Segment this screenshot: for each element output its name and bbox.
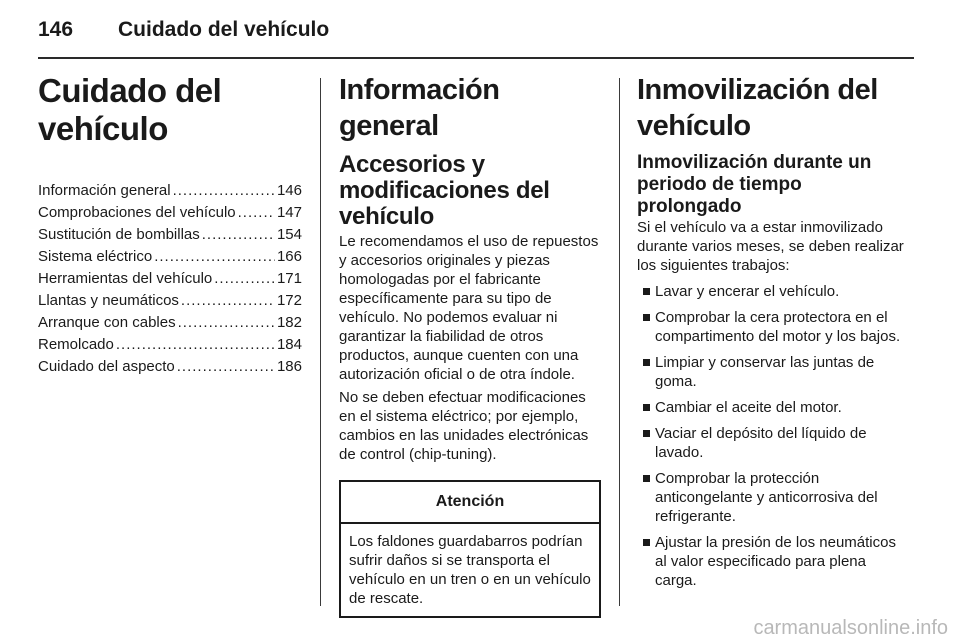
list-item-text: Cambiar el aceite del motor.	[655, 399, 842, 416]
toc-leader	[177, 356, 275, 378]
square-bullet-icon	[643, 475, 650, 482]
table-of-contents	[38, 180, 302, 378]
page-number: 146	[38, 18, 74, 41]
toc-entry[interactable]	[38, 202, 302, 224]
section-title: Cuidado del vehículo	[118, 18, 330, 41]
toc-page: 146	[276, 182, 302, 199]
chapter-title: Cuidado del vehículo	[38, 72, 222, 147]
toc-label: Llantas y neumáticos	[38, 292, 179, 309]
toc-page: 154	[276, 226, 302, 243]
square-bullet-icon	[643, 288, 650, 295]
subsection-heading: Inmovilización durante un periodo de tiempo prolongado	[637, 152, 872, 217]
storage-column	[637, 72, 905, 590]
general-info-column	[339, 72, 602, 618]
toc-leader	[173, 180, 275, 202]
toc-page: 166	[276, 248, 302, 265]
toc-entry[interactable]	[38, 356, 302, 378]
list-item-text: Vaciar el depósito del líquido de lavado.	[655, 425, 867, 461]
toc-label: Cuidado del aspecto	[38, 358, 175, 375]
toc-label: Sustitución de bombillas	[38, 226, 200, 243]
toc-page: 184	[276, 336, 302, 353]
toc-label: Información general	[38, 182, 171, 199]
toc-label: Arranque con cables	[38, 314, 176, 331]
column-divider	[320, 78, 321, 606]
toc-label: Sistema eléctrico	[38, 248, 153, 265]
intro-paragraph: Si el vehículo va a estar inmovilizado durante varios meses, se deben realizar los siguientes trabajos:	[637, 219, 904, 274]
warning-text: Los faldones guardabarros podrían sufrir daños si se transporta el vehículo en un tren o en un vehículo de rescate.	[349, 533, 591, 607]
toc-page: 147	[276, 204, 302, 221]
toc-entry[interactable]	[38, 224, 302, 246]
toc-entry[interactable]	[38, 246, 302, 268]
toc-page: 172	[276, 292, 302, 309]
toc-entry[interactable]	[38, 334, 302, 356]
body-paragraph: Le recomendamos el uso de repuestos y accesorios originales y piezas homologadas por el fabricante específicamente para su tipo de vehículo. No podemos evaluar ni garantizar la fiabilidad de otros productos, aunque cuenten con una autorización oficial o de otra índole.	[339, 233, 599, 383]
toc-entry[interactable]	[38, 268, 302, 290]
toc-page: 171	[276, 270, 302, 287]
task-list	[637, 282, 905, 590]
toc-label: Remolcado	[38, 336, 114, 353]
subsection-heading: Accesorios y modificaciones del vehículo	[339, 151, 550, 230]
body-paragraph: No se deben efectuar modificaciones en el sistema eléctrico; por ejemplo, cambios en las unidades electrónicas de control (chip-tuning).	[339, 389, 589, 463]
page-header	[38, 10, 329, 50]
square-bullet-icon	[643, 359, 650, 366]
list-item-text: Comprobar la protección anticongelante y anticorrosiva del refrigerante.	[655, 470, 878, 525]
toc-leader	[214, 268, 275, 290]
toc-page: 186	[276, 358, 302, 375]
header-rule	[38, 57, 914, 59]
list-item	[637, 424, 905, 462]
list-item	[637, 398, 905, 417]
warning-box	[339, 480, 601, 618]
square-bullet-icon	[643, 430, 650, 437]
list-item-text: Comprobar la cera protectora en el compartimento del motor y los bajos.	[655, 309, 901, 345]
list-item-text: Lavar y encerar el vehículo.	[655, 283, 840, 300]
toc-label: Comprobaciones del vehículo	[38, 204, 236, 221]
toc-leader	[238, 202, 275, 224]
toc-leader	[154, 246, 275, 268]
toc-leader	[178, 312, 275, 334]
toc-column	[38, 72, 302, 378]
toc-leader	[116, 334, 275, 356]
section-heading: Información general	[339, 74, 500, 142]
column-divider	[619, 78, 620, 606]
list-item	[637, 353, 905, 391]
list-item	[637, 533, 905, 590]
list-item	[637, 469, 905, 526]
square-bullet-icon	[643, 314, 650, 321]
toc-leader	[181, 290, 275, 312]
list-item-text: Ajustar la presión de los neumáticos al valor especificado para plena carga.	[655, 534, 896, 589]
section-heading: Inmovilización del vehículo	[637, 74, 878, 142]
watermark: carmanualsonline.info	[753, 617, 948, 639]
square-bullet-icon	[643, 539, 650, 546]
list-item	[637, 308, 905, 346]
toc-page: 182	[276, 314, 302, 331]
toc-entry[interactable]	[38, 290, 302, 312]
toc-entry[interactable]	[38, 180, 302, 202]
square-bullet-icon	[643, 404, 650, 411]
toc-label: Herramientas del vehículo	[38, 270, 213, 287]
toc-entry[interactable]	[38, 312, 302, 334]
list-item	[637, 282, 905, 301]
warning-title: Atención	[341, 482, 599, 524]
toc-leader	[202, 224, 275, 246]
list-item-text: Limpiar y conservar las juntas de goma.	[655, 354, 875, 390]
